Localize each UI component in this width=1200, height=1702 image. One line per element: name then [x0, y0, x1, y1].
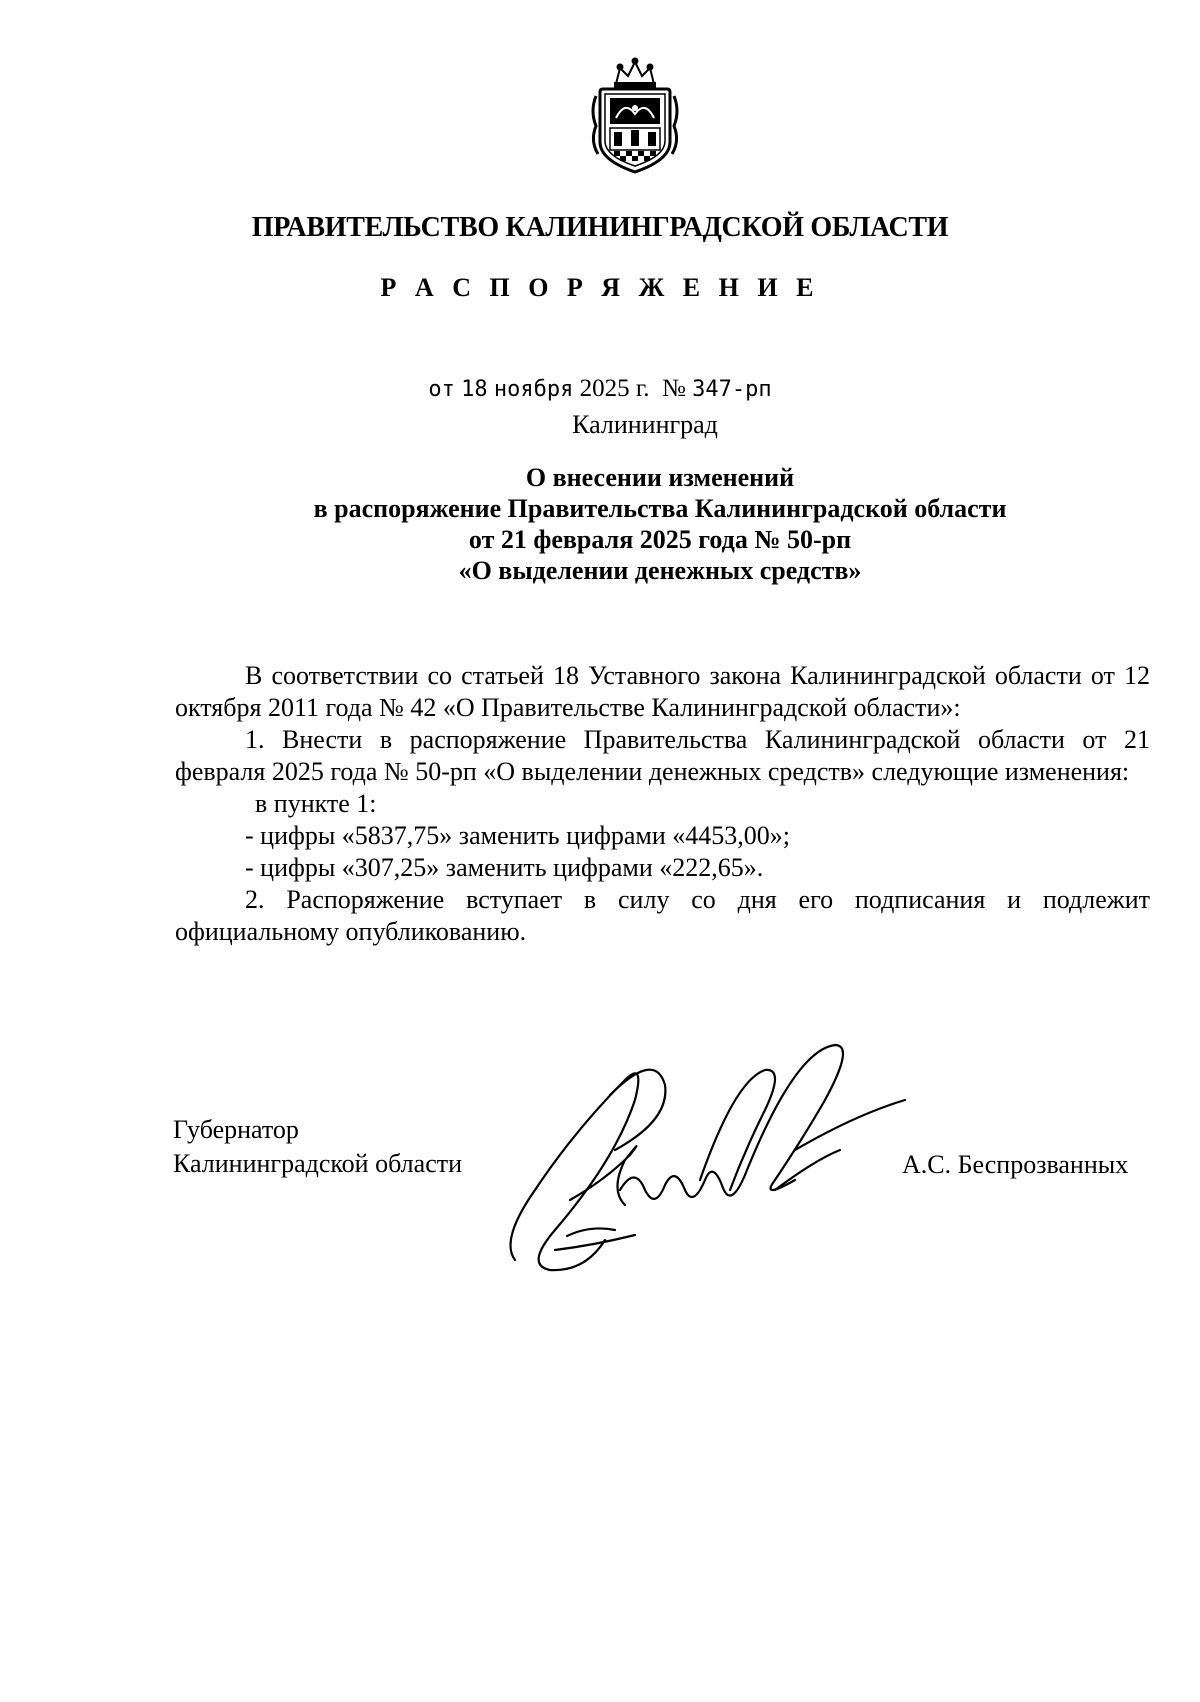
date-month: ноября [493, 377, 574, 402]
subject-line: «О выделении денежных средств» [458, 556, 862, 585]
subject-line: О внесении изменений [525, 463, 795, 492]
document-type: Р А С П О Р Я Ж Е Н И Е [380, 273, 820, 302]
date-year: 2025 г. [579, 375, 650, 402]
handwritten-signature [495, 1040, 955, 1280]
item-1-paragraph: 1. Внести в распоряжение Правительства Калининградской области от 21 февраля 2025 года № 50-рп «О выделении денежных средств» следующие изменения: [175, 725, 1150, 786]
item-1-change-2: - цифры «307,25» заменить цифрами «222,65». [245, 853, 764, 882]
city: Калининград [572, 410, 718, 439]
date-prefix: от [428, 377, 455, 402]
number-sign: № [662, 375, 686, 402]
organization-title: ПРАВИТЕЛЬСТВО КАЛИНИНГРАДСКОЙ ОБЛАСТИ [251, 212, 949, 243]
item-1-change-1: - цифры «5837,75» заменить цифрами «4453,00»; [245, 821, 790, 850]
signatory-title-line: Калининградской области [173, 1149, 463, 1178]
document-subject [0, 462, 1200, 586]
subject-line: в распоряжение Правительства Калининградской области [313, 494, 1007, 523]
signatory-name: А.С. Беспрозванных [902, 1150, 1129, 1179]
item-2-paragraph: 2. Распоряжение вступает в силу со дня его подписания и подлежит официальному опубликованию. [175, 885, 1150, 946]
date-day: 18 [461, 377, 488, 402]
signatory-title-line: Губернатор [173, 1115, 299, 1144]
subject-line: от 21 февраля 2025 года № 50-рп [468, 525, 852, 554]
coat-of-arms-icon [586, 56, 684, 178]
item-1-point: в пункте 1: [255, 789, 377, 818]
date-number-line [0, 375, 1200, 403]
signatory-title [173, 1113, 462, 1181]
document-body [175, 660, 1150, 948]
document-number: 347-рп [692, 377, 772, 402]
preamble-paragraph: В соответствии со статьей 18 Уставного закона Калининградской области от 12 октября 2011 года № 42 «О Правительстве Калининградской области»: [175, 661, 1150, 722]
